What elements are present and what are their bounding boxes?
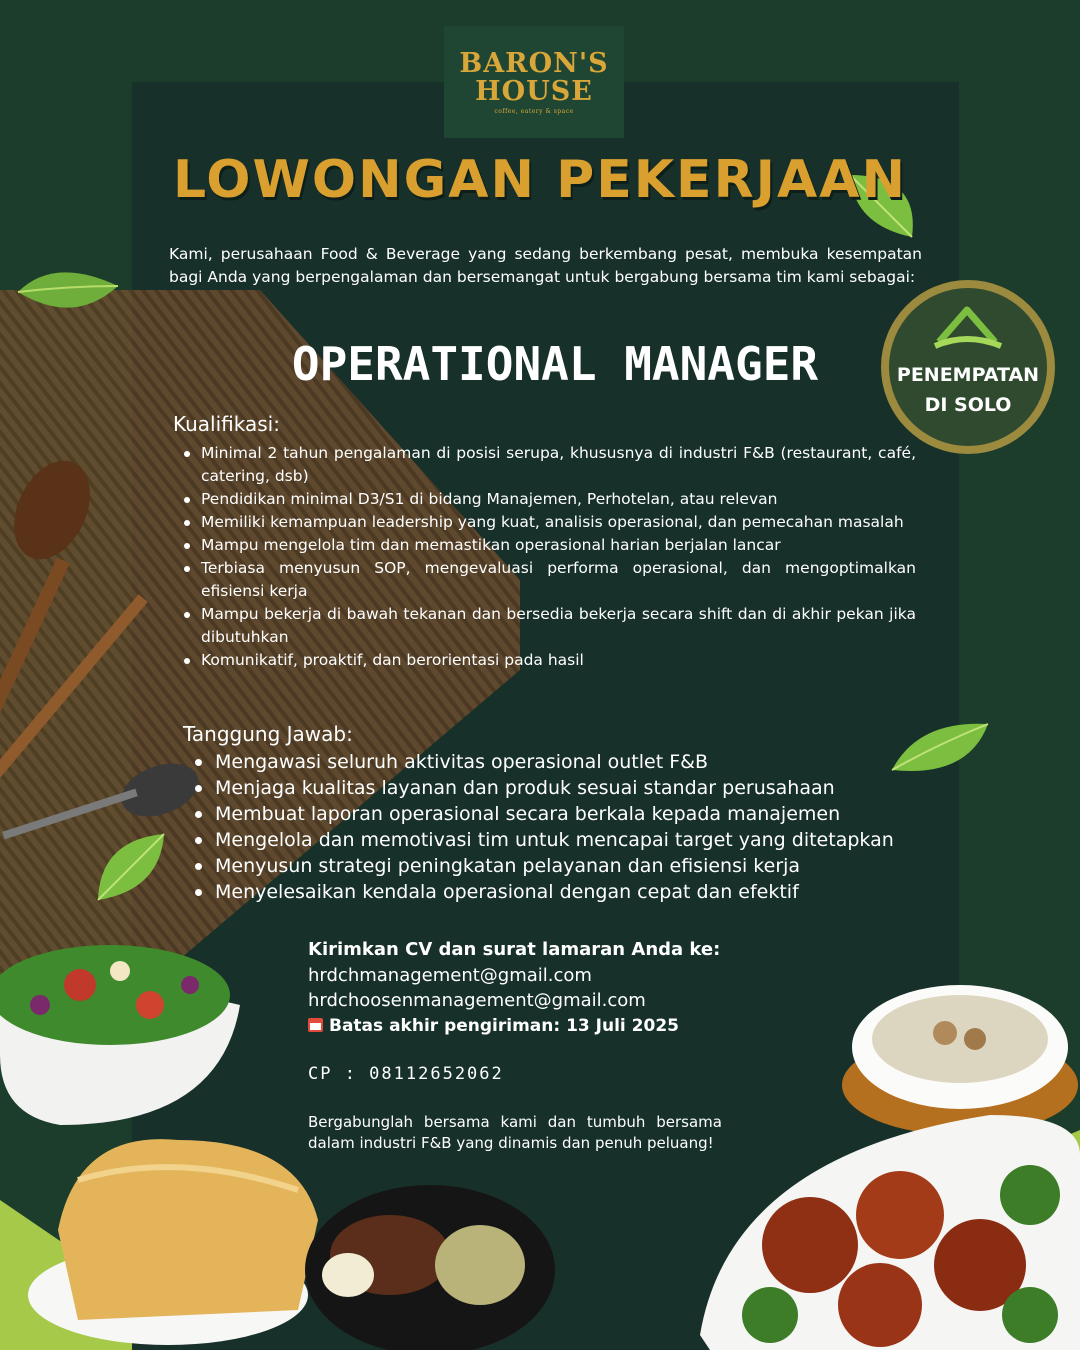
list-item: Mengelola dan memotivasi tim untuk mencapai target yang ditetapkan <box>192 827 932 853</box>
list-item: Menjaga kualitas layanan dan produk sesuai standar perusahaan <box>192 775 932 801</box>
list-item: Komunikatif, proaktif, dan berorientasi pada hasil <box>182 649 916 672</box>
contact-heading: Kirimkan CV dan surat lamaran Anda ke: <box>308 939 721 960</box>
page-headline: LOWONGAN PEKERJAAN <box>173 150 907 210</box>
contact-section <box>308 937 728 1039</box>
calendar-icon <box>308 1018 323 1032</box>
email-link-2[interactable]: hrdchoosenmanagement@gmail.com <box>308 990 646 1011</box>
intro-paragraph: Kami, perusahaan Food & Beverage yang sedang berkembang pesat, membuka kesempatan bagi Anda yang berpengalaman dan bersemangat untuk bergabung bersama tim kami sebagai: <box>169 245 922 286</box>
badge-line-1: PENEMPATAN <box>896 364 1040 386</box>
list-item: Menyelesaikan kendala operasional dengan cepat dan efektif <box>192 879 932 905</box>
location-badge <box>881 280 1055 454</box>
list-item: Membuat laporan operasional secara berkala kepada manajemen <box>192 801 932 827</box>
deadline-text: Batas akhir pengiriman: 13 Juli 2025 <box>329 1016 679 1036</box>
contact-phone[interactable]: CP : 08112652062 <box>308 1064 504 1084</box>
qualifications-title: Kualifikasi: <box>173 412 280 436</box>
list-item: Menyusun strategi peningkatan pelayanan dan efisiensi kerja <box>192 853 932 879</box>
deadline-line <box>308 1013 728 1039</box>
logo-tagline: coffee, eatery & space <box>494 108 574 115</box>
responsibilities-title: Tanggung Jawab: <box>183 722 353 746</box>
chicken-wings-photo <box>690 1095 1080 1350</box>
pot-pie-photo <box>18 1110 338 1350</box>
badge-line-2: DI SOLO <box>924 394 1012 416</box>
salad-bowl-photo <box>0 935 250 1135</box>
house-icon <box>933 302 1003 352</box>
leaf-decoration <box>14 262 124 322</box>
qualifications-list <box>182 442 916 672</box>
responsibilities-list <box>192 749 932 905</box>
list-item: Minimal 2 tahun pengalaman di posisi serupa, khususnya di industri F&B (restaurant, café, catering, dsb) <box>182 442 916 488</box>
list-item: Memiliki kemampuan leadership yang kuat, analisis operasional, dan pemecahan masalah <box>182 511 916 534</box>
list-item: Mampu bekerja di bawah tekanan dan bersedia bekerja secara shift dan di akhir pekan jika dibutuhkan <box>182 603 916 649</box>
list-item: Mengawasi seluruh aktivitas operasional outlet F&B <box>192 749 932 775</box>
leaf-decoration <box>94 830 168 904</box>
brand-logo <box>444 26 624 138</box>
list-item: Pendidikan minimal D3/S1 di bidang Manajemen, Perhotelan, atau relevan <box>182 488 916 511</box>
logo-line-1: BARON'S <box>459 48 609 79</box>
list-item: Mampu mengelola tim dan memastikan operasional harian berjalan lancar <box>182 534 916 557</box>
list-item: Terbiasa menyusun SOP, mengevaluasi performa operasional, dan mengoptimalkan efisiensi kerja <box>182 557 916 603</box>
closing-paragraph: Bergabunglah bersama kami dan tumbuh bersama dalam industri F&B yang dinamis dan penuh peluang! <box>308 1113 722 1152</box>
logo-line-2: HOUSE <box>475 76 593 107</box>
badge-text <box>881 360 1055 420</box>
email-link-1[interactable]: hrdchmanagement@gmail.com <box>308 965 592 986</box>
rice-bowl-photo <box>300 1175 560 1350</box>
job-title: OPERATIONAL MANAGER <box>291 337 819 391</box>
